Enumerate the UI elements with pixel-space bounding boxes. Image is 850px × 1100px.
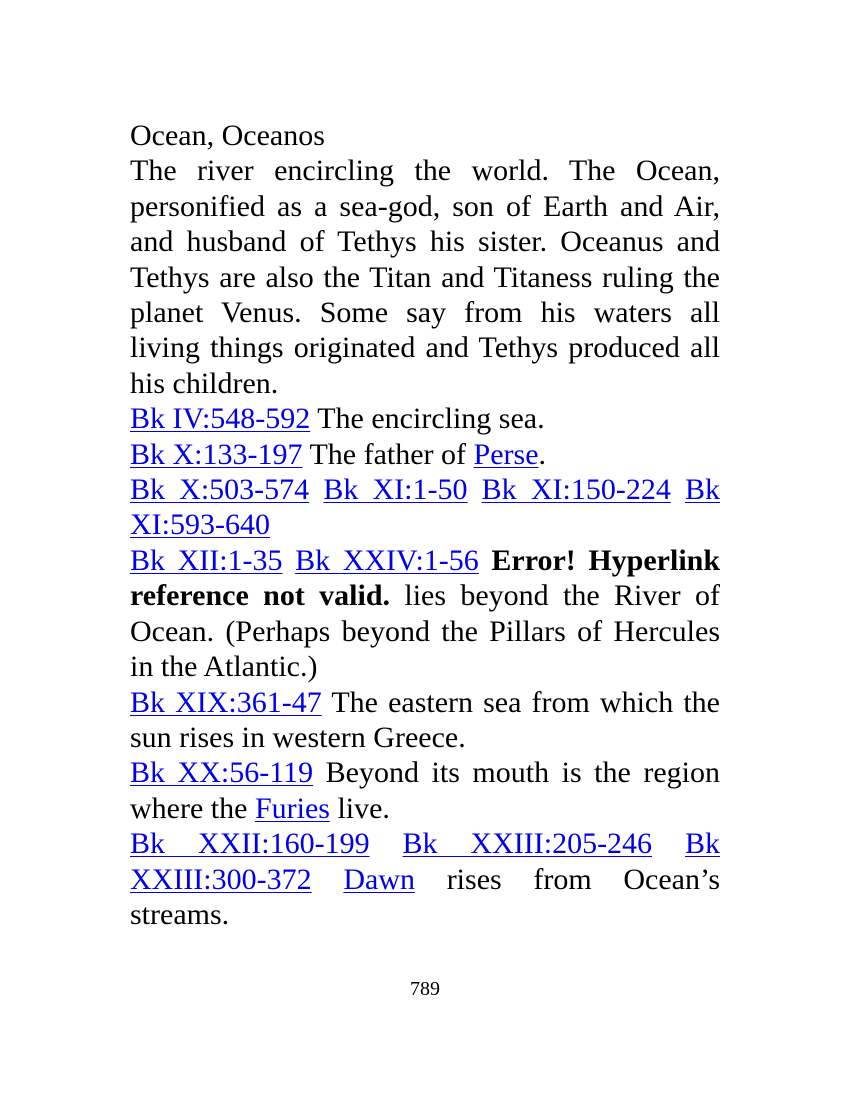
book-link[interactable]: Bk XIX:361-47 [130, 685, 322, 719]
book-link[interactable]: Bk XI:1-50 [323, 473, 468, 507]
entry-title: Ocean, Oceanos [130, 119, 325, 152]
entry-definition: The river encircling the world. The Ocean, personified as a sea-god, son of Earth and Air, and husband of Tethys his sister. Oceanus and Tethys are also the Titan and Titaness ruling the planet Venus. Some say from his waters all living things originated and Tethys produced all his children. [130, 154, 720, 400]
reference-line-4 [130, 543, 720, 685]
book-link[interactable]: Bk IV:548-592 [130, 402, 311, 436]
reference-line-3 [130, 472, 720, 543]
book-link[interactable]: Bk XI:593-640 [130, 473, 721, 542]
reference-note: live. [329, 791, 390, 825]
reference-note: The father of [302, 437, 474, 471]
dawn-link[interactable]: Dawn [343, 862, 415, 896]
reference-line-6 [130, 755, 720, 826]
book-link[interactable]: Bk XXII:160-199 [130, 827, 370, 861]
reference-note: lies beyond the River of Ocean. (Perhaps beyond the Pillars of Hercules in the Atlantic.) [130, 579, 720, 684]
book-link[interactable]: Bk X:133-197 [130, 437, 303, 471]
book-link[interactable]: Bk XXIII:205-246 [402, 827, 653, 861]
book-link[interactable]: Bk XXIII:300-372 [130, 827, 720, 896]
reference-note: . [538, 437, 547, 471]
book-link[interactable]: Bk XXIV:1-56 [295, 543, 479, 577]
page-number: 789 [410, 978, 440, 1000]
reference-line-7 [130, 826, 720, 932]
reference-note: The eastern sea from which the sun rises in western Greece. [130, 685, 721, 754]
book-link[interactable]: Bk XII:1-35 [130, 543, 283, 577]
furies-link[interactable]: Furies [254, 791, 330, 825]
reference-line-2 [130, 437, 720, 472]
book-link[interactable]: Bk XX:56-119 [130, 756, 314, 790]
reference-note: rises from Ocean’s streams. [130, 862, 721, 931]
reference-note: Beyond its mouth is the region where the [130, 756, 721, 825]
document-page [130, 118, 720, 932]
reference-note: The encircling sea. [310, 402, 545, 436]
reference-line-1 [130, 401, 720, 436]
book-link[interactable]: Bk XI:150-224 [481, 473, 671, 507]
reference-line-5 [130, 685, 720, 756]
hyperlink-error: Error! Hyperlink reference not valid. [130, 543, 721, 613]
book-link[interactable]: Bk X:503-574 [130, 473, 310, 507]
perse-link[interactable]: Perse [473, 437, 539, 471]
